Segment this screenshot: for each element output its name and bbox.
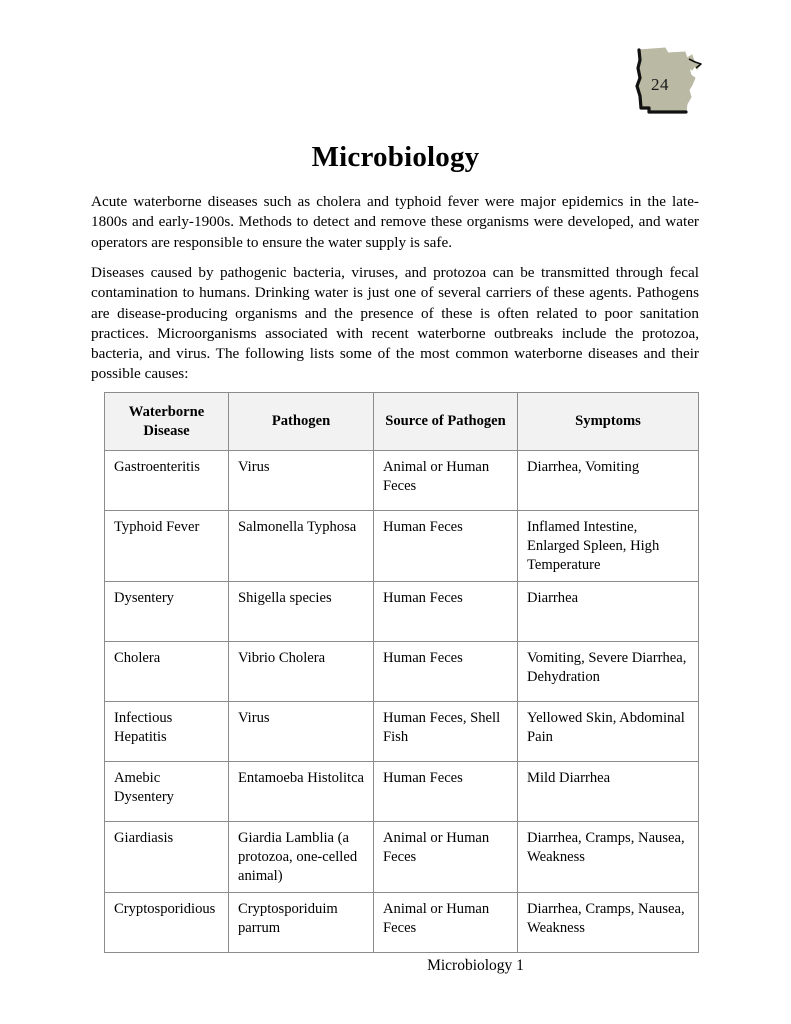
cell-symptoms: Diarrhea, Cramps, Nausea, Weakness — [518, 821, 699, 892]
cell-pathogen: Vibrio Cholera — [229, 641, 374, 701]
table-row — [105, 511, 699, 582]
table-row — [105, 821, 699, 892]
cell-disease: Giardiasis — [105, 821, 229, 892]
cell-disease: Cholera — [105, 641, 229, 701]
footer-label: Microbiology 1 — [427, 957, 524, 974]
page-title: Microbiology — [311, 141, 480, 174]
cell-symptoms: Yellowed Skin, Abdominal Pain — [518, 701, 699, 761]
minnesota-state-badge — [629, 42, 705, 122]
overview-paragraph: Diseases caused by pathogenic bacteria, viruses, and protozoa can be transmitted through fecal contamination to humans. Drinking water is just one of several carriers of these agents. Pathogens are disease-producing organisms and the presence of these is often related to poor sanitation practices. Microorganisms associated with recent waterborne outbreaks include the protozoa, bacteria, and virus. The following lists some of the most common waterborne diseases and their possible causes: — [91, 264, 699, 383]
table-row — [105, 641, 699, 701]
intro-paragraph: Acute waterborne diseases such as cholera and typhoid fever were major epidemics in the late-1800s and early-1900s. Methods to detect and remove these organisms were developed, and water operators are responsible to ensure the water supply is safe. — [91, 193, 699, 251]
column-header-disease: Waterborne Disease — [105, 393, 229, 451]
cell-symptoms: Diarrhea — [518, 581, 699, 641]
cell-source: Human Feces — [374, 761, 518, 821]
waterborne-disease-table — [104, 392, 699, 953]
table-row — [105, 761, 699, 821]
cell-symptoms: Diarrhea, Vomiting — [518, 451, 699, 511]
table-row — [105, 581, 699, 641]
table-row — [105, 451, 699, 511]
cell-source: Human Feces — [374, 641, 518, 701]
cell-disease: Gastroenteritis — [105, 451, 229, 511]
cell-pathogen: Cryptosporiduim parrum — [229, 892, 374, 952]
cell-symptoms: Diarrhea, Cramps, Nausea, Weakness — [518, 892, 699, 952]
cell-disease: Infectious Hepatitis — [105, 701, 229, 761]
column-header-symptoms: Symptoms — [518, 393, 699, 451]
cell-pathogen: Virus — [229, 701, 374, 761]
cell-disease: Dysentery — [105, 581, 229, 641]
page-footer — [0, 957, 791, 975]
cell-disease: Typhoid Fever — [105, 511, 229, 582]
cell-source: Human Feces, Shell Fish — [374, 701, 518, 761]
cell-disease: Amebic Dysentery — [105, 761, 229, 821]
cell-pathogen: Salmonella Typhosa — [229, 511, 374, 582]
column-header-pathogen: Pathogen — [229, 393, 374, 451]
cell-pathogen: Giardia Lamblia (a protozoa, one-celled animal) — [229, 821, 374, 892]
cell-symptoms: Mild Diarrhea — [518, 761, 699, 821]
table-row — [105, 892, 699, 952]
cell-pathogen: Shigella species — [229, 581, 374, 641]
table-header-row — [105, 393, 699, 451]
cell-source: Animal or Human Feces — [374, 821, 518, 892]
cell-symptoms: Vomiting, Severe Diarrhea, Dehydration — [518, 641, 699, 701]
cell-pathogen: Virus — [229, 451, 374, 511]
cell-symptoms: Inflamed Intestine, Enlarged Spleen, High Temperature — [518, 511, 699, 582]
column-header-source: Source of Pathogen — [374, 393, 518, 451]
table-header — [105, 393, 699, 451]
chapter-number: 24 — [651, 75, 669, 94]
cell-source: Human Feces — [374, 581, 518, 641]
cell-source: Animal or Human Feces — [374, 892, 518, 952]
table-body — [105, 451, 699, 953]
cell-source: Human Feces — [374, 511, 518, 582]
cell-source: Animal or Human Feces — [374, 451, 518, 511]
cell-pathogen: Entamoeba Histolitca — [229, 761, 374, 821]
waterborne-disease-table-container — [104, 392, 698, 953]
table-row — [105, 701, 699, 761]
cell-disease: Cryptosporidious — [105, 892, 229, 952]
